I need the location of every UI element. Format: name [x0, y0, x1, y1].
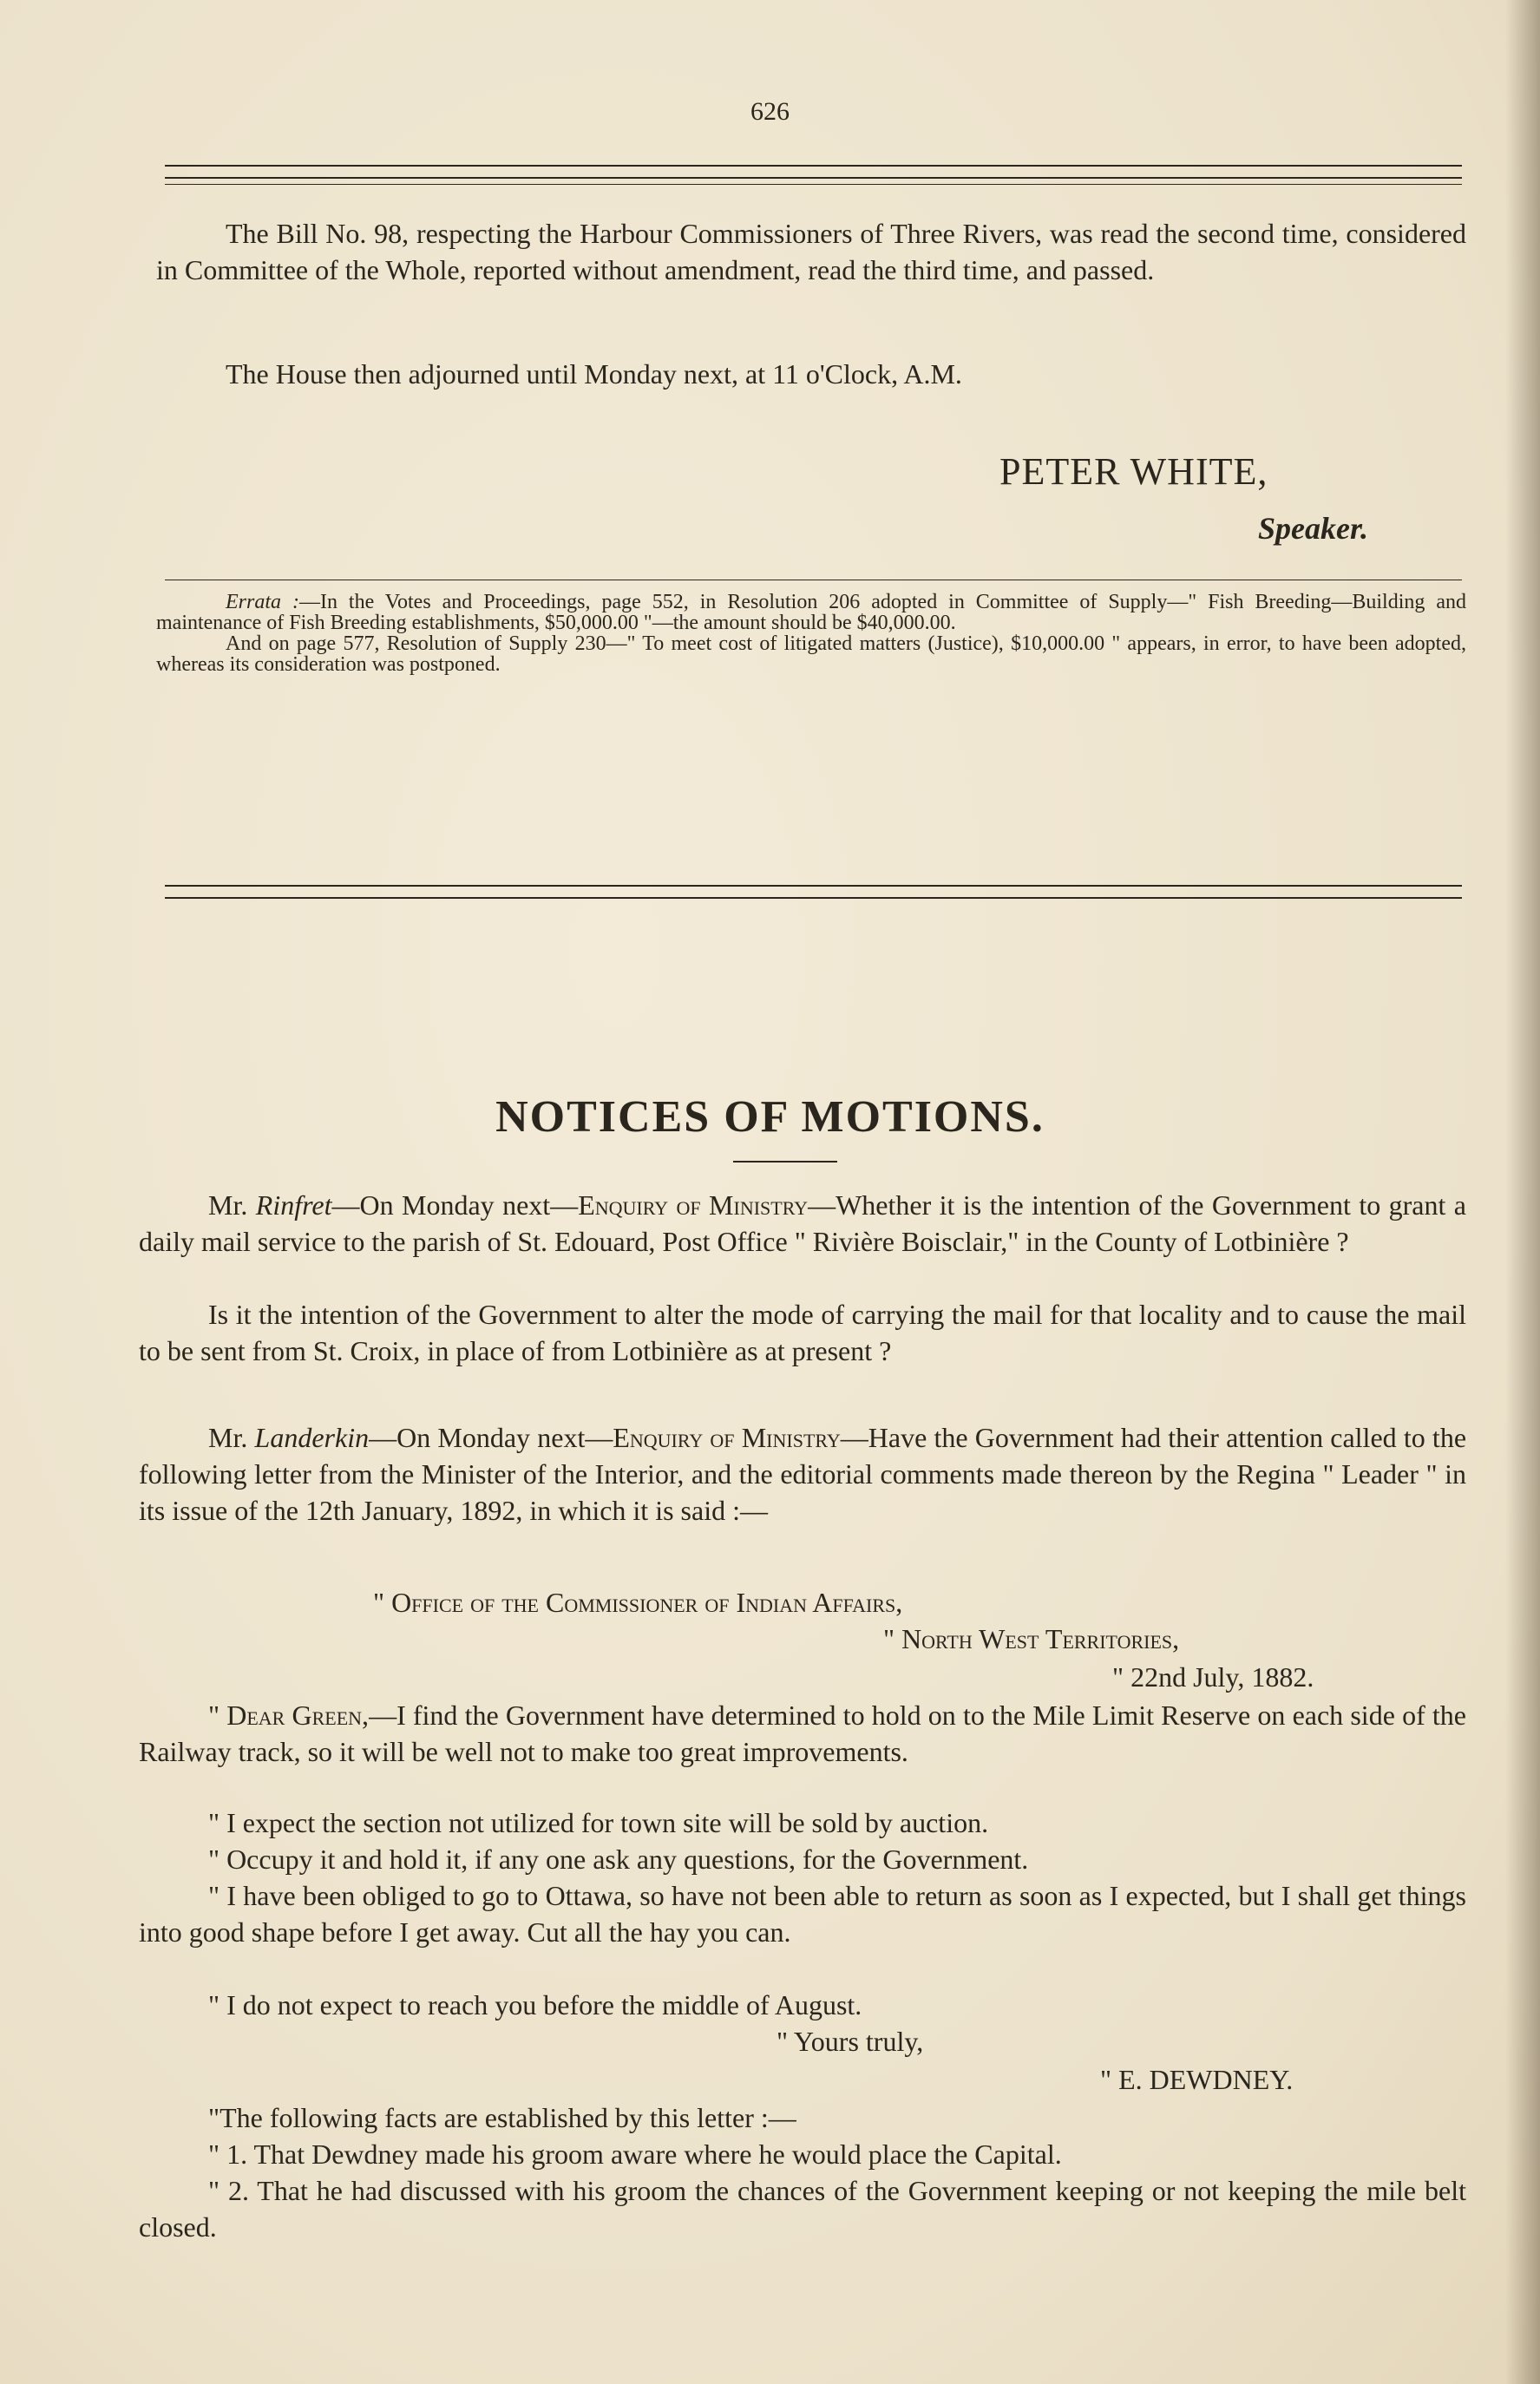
- rinfret-name: Rinfret: [255, 1189, 332, 1221]
- rinfret-text: —Whether it is the intention of the Government to grant a daily mail service to the parish of St. Edouard, Post Office " Rivière Boisclair," in the County of Lotbinière ?: [139, 1189, 1467, 1257]
- errata-text-1: —In the Votes and Proceedings, page 552, in Resolution 206 adopted in Committee of Supply—" Fish Breeding—Building and maintenance of Fish Breeding establishments, $50,000.00 "—the amount should be $40,000.00.: [156, 591, 1467, 634]
- section-rule-2: [165, 897, 1462, 899]
- letter-salutation: " Dear Green,: [208, 1700, 370, 1731]
- heading-underline: [733, 1161, 837, 1163]
- rinfret-dash: —On Monday next—: [331, 1189, 579, 1221]
- errata-block: [156, 592, 1466, 675]
- errata-paragraph-1: [156, 592, 1466, 633]
- errata-label: Errata :: [226, 591, 299, 613]
- landerkin-prefix: Mr.: [208, 1422, 255, 1453]
- facts-intro: "The following facts are established by this letter :—: [208, 2102, 796, 2133]
- top-rule-1: [165, 165, 1462, 167]
- letter-body-3: " Occupy it and hold it, if any one ask any questions, for the Government.: [208, 1844, 1029, 1875]
- letter-territories: " North West Territories,: [883, 1623, 1180, 1654]
- letter-office: " Office of the Commissioner of Indian Affairs,: [373, 1587, 903, 1618]
- top-rule-2: [165, 177, 1462, 179]
- landerkin-name: Landerkin: [254, 1422, 370, 1453]
- letter-date: " 22nd July, 1882.: [1112, 1661, 1314, 1693]
- fact-2: " 2. That he had discussed with his groom the chances of the Government keeping or not keeping the mile belt closed.: [139, 2175, 1466, 2243]
- letter-body-2: " I expect the section not utilized for town site will be sold by auction.: [208, 1807, 989, 1838]
- rinfret-enquiry: Enquiry of Ministry: [578, 1189, 809, 1221]
- rinfret-motion: [139, 1187, 1466, 1260]
- letter-body-1: [139, 1697, 1466, 1770]
- landerkin-enquiry: Enquiry of Ministry: [613, 1422, 841, 1453]
- letter-closing: " Yours truly,: [777, 2026, 924, 2057]
- top-rule-3: [165, 184, 1462, 185]
- landerkin-motion: [139, 1419, 1466, 1529]
- landerkin-text: —Have the Government had their attention called to the following letter from the Minister of the Interior, and the editorial comments made thereon by the Regina " Leader " in its issue of the 12th January, 1892, in which it is said :—: [139, 1422, 1467, 1526]
- rinfret-paragraph-2: Is it the intention of the Government to alter the mode of carrying the mail for that locality and to cause the mail to be sent from St. Croix, in place of from Lotbinière as at present ?: [139, 1299, 1466, 1366]
- letter-body-1-text: —I find the Government have determined to hold on to the Mile Limit Reserve on each side of the Railway track, so it will be well not to make too great improvements.: [139, 1700, 1466, 1767]
- letter-signer: " E. DEWDNEY.: [1100, 2064, 1294, 2095]
- speaker-name: PETER WHITE,: [999, 450, 1268, 493]
- notices-heading: NOTICES OF MOTIONS.: [495, 1092, 1045, 1142]
- fact-1: " 1. That Dewdney made his groom aware where he would place the Capital.: [208, 2138, 1062, 2170]
- page-number: 626: [750, 97, 790, 126]
- letter-body-4: " I have been obliged to go to Ottawa, so have not been able to return as soon as I expected, but I shall get things into good shape before I get away. Cut all the hay you can.: [139, 1880, 1466, 1948]
- letter-body-5: " I do not expect to reach you before the middle of August.: [208, 1989, 862, 2021]
- adjourn-paragraph: The House then adjourned until Monday next, at 11 o'Clock, A.M.: [226, 358, 962, 390]
- rinfret-prefix: Mr.: [208, 1189, 256, 1221]
- section-rule-1: [165, 885, 1462, 887]
- errata-paragraph-2: And on page 577, Resolution of Supply 230—" To meet cost of litigated matters (Justice), $10,000.00 " appears, in error, to have been adopted, whereas its consideration was postponed.: [156, 632, 1466, 676]
- landerkin-dash: —On Monday next—: [369, 1422, 613, 1453]
- page-edge-shadow: [1505, 0, 1540, 2384]
- speaker-title: Speaker.: [1258, 511, 1369, 546]
- bill-paragraph: The Bill No. 98, respecting the Harbour Commissioners of Three Rivers, was read the second time, considered in Committee of the Whole, reported without amendment, read the third time, and passed.: [156, 218, 1466, 285]
